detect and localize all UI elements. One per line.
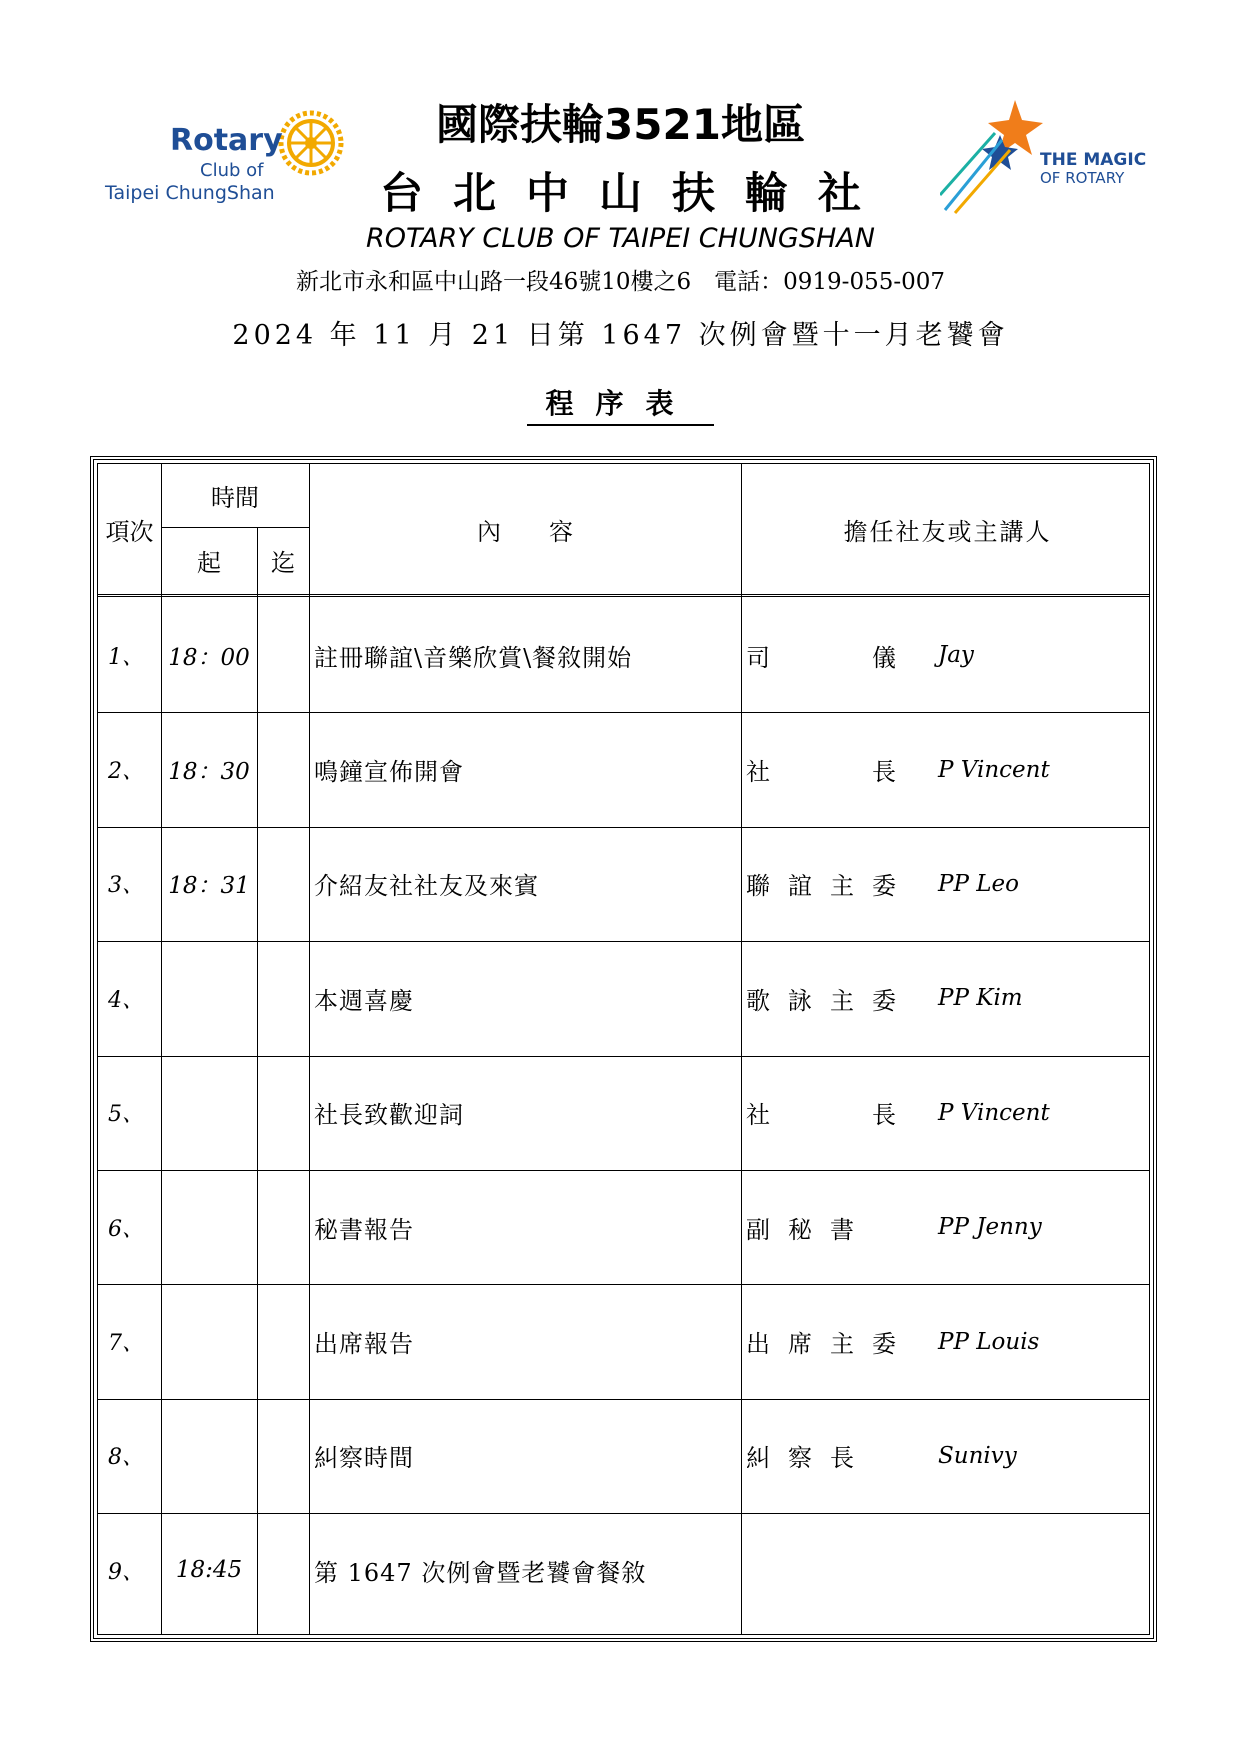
row-number: 9、 [108, 1559, 144, 1585]
header-person: 擔任社友或主講人 [843, 517, 1052, 546]
row-end-time [257, 1056, 309, 1170]
row-end-time [257, 598, 309, 712]
row-speaker-name: Jay [938, 642, 974, 669]
row-speaker-name: PP Leo [938, 870, 1019, 897]
program-title [0, 382, 1241, 426]
row-start-time [161, 1284, 257, 1398]
row-role [741, 1513, 921, 1627]
row-content: 糾察時間 [314, 1444, 414, 1473]
row-speaker-name: P Vincent [938, 1099, 1050, 1126]
rotary-wordmark: Rotary [170, 123, 283, 158]
row-content: 第 1647 次例會暨老饕會餐敘 [314, 1558, 647, 1587]
row-start-time [161, 1170, 257, 1284]
program-title-text: 程序表 [527, 382, 713, 426]
district-title: 國際扶輪3521地區 [436, 100, 805, 149]
row-start-time [161, 1399, 257, 1513]
row-content: 本週喜慶 [314, 986, 414, 1015]
row-content: 介紹友社社友及來賓 [314, 872, 539, 901]
logo-magic-line2: OF ROTARY [1040, 169, 1125, 187]
logo-club-of: Club of [200, 160, 264, 181]
row-start-time: 18：00 [168, 644, 250, 671]
row-end-time [257, 1399, 309, 1513]
row-role: 出席主委 [746, 1330, 914, 1359]
row-end-time [257, 1513, 309, 1627]
row-start-time: 18：30 [168, 759, 250, 786]
row-role: 社 長 [746, 1101, 914, 1130]
row-number: 6、 [108, 1216, 144, 1242]
row-content: 註冊聯誼\音樂欣賞\餐敘開始 [314, 643, 633, 672]
header-content: 內 容 [477, 517, 573, 546]
row-number: 3、 [108, 873, 144, 899]
row-end-time [257, 827, 309, 941]
club-address: 新北市永和區中山路一段46號10樓之6 電話：0919-055-007 [295, 269, 946, 295]
row-role: 聯誼主委 [746, 872, 914, 901]
row-role: 司 儀 [746, 643, 914, 672]
logo-club-name: Taipei ChungShan [105, 182, 275, 204]
meeting-title: 2024 年 11 月 21 日第 1647 次例會暨十一月老饕會 [232, 320, 1009, 351]
row-speaker-name: P Vincent [938, 756, 1050, 783]
row-content: 社長致歡迎詞 [314, 1101, 464, 1130]
row-start-time: 18：31 [168, 873, 250, 900]
row-role: 副秘書 [746, 1215, 872, 1244]
row-role: 糾察長 [746, 1444, 872, 1473]
row-number: 4、 [108, 987, 144, 1013]
program-table [90, 456, 1157, 1642]
row-speaker-name: PP Louis [938, 1328, 1040, 1355]
row-speaker-name [938, 1513, 1148, 1627]
row-speaker-name: PP Jenny [938, 1214, 1042, 1241]
row-number: 7、 [108, 1331, 144, 1357]
club-title-english: ROTARY CLUB OF TAIPEI CHUNGSHAN [366, 223, 875, 254]
row-start-time [161, 1056, 257, 1170]
row-start-time [161, 941, 257, 1055]
row-end-time [257, 1284, 309, 1398]
row-end-time [257, 1170, 309, 1284]
logo-magic-line1: THE MAGIC [1040, 150, 1147, 170]
row-number: 8、 [108, 1445, 144, 1471]
row-role: 歌詠主委 [746, 986, 914, 1015]
row-content: 秘書報告 [314, 1215, 414, 1244]
header-end: 迄 [271, 549, 295, 577]
header-time: 時間 [211, 484, 259, 512]
row-end-time [257, 941, 309, 1055]
row-content: 出席報告 [314, 1330, 414, 1359]
row-content: 鳴鐘宣佈開會 [314, 758, 464, 787]
row-number: 5、 [108, 1102, 144, 1128]
row-number: 1、 [108, 644, 144, 670]
program-table-body [97, 463, 1150, 1635]
club-title: 台北中山扶輪社 [380, 169, 891, 219]
row-speaker-name: Sunivy [938, 1442, 1017, 1469]
row-start-time: 18:45 [175, 1557, 243, 1584]
row-role: 社 長 [746, 758, 914, 787]
row-end-time [257, 712, 309, 826]
header-start: 起 [197, 549, 221, 577]
header-item: 項次 [105, 517, 154, 546]
row-number: 2、 [108, 759, 144, 785]
row-speaker-name: PP Kim [938, 985, 1023, 1012]
